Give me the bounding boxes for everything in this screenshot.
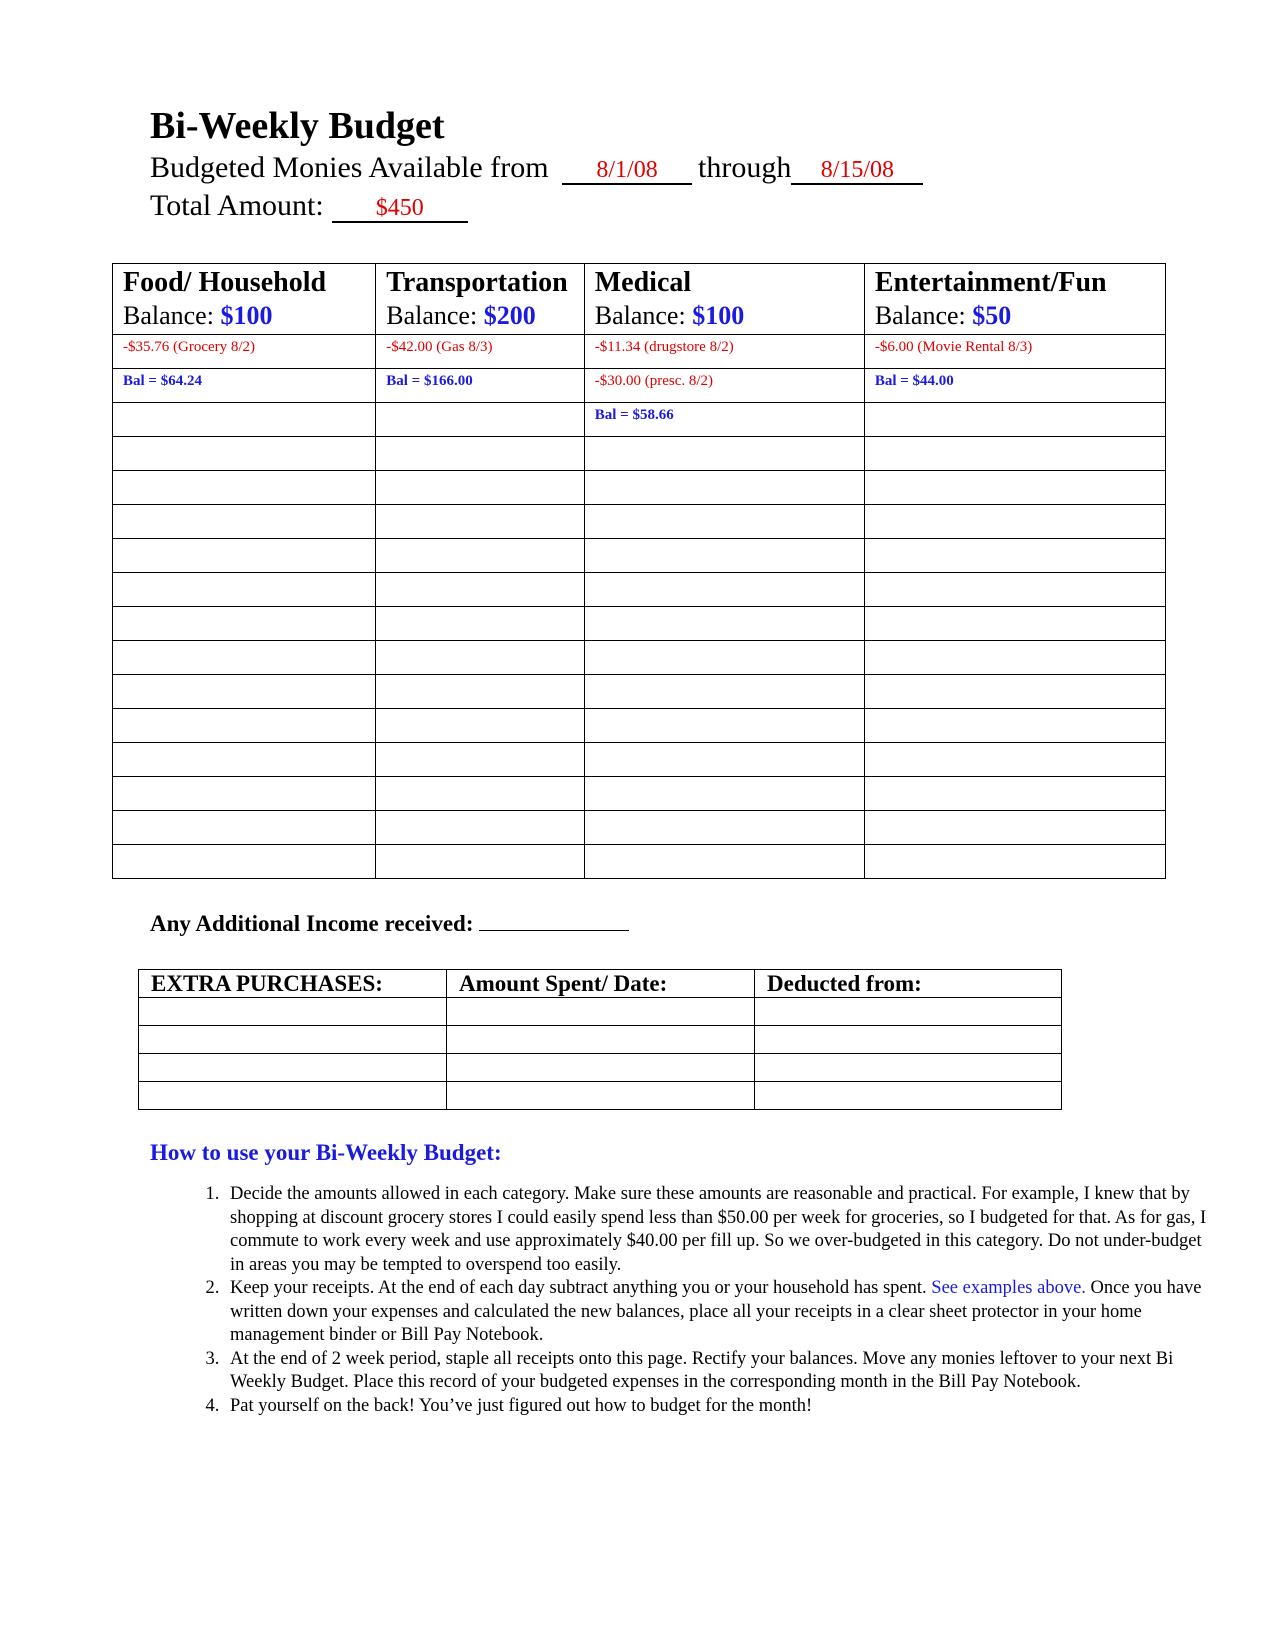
budget-entry-cell[interactable] xyxy=(113,505,376,539)
through-label: through xyxy=(698,151,792,184)
budget-entry-row xyxy=(113,607,1166,641)
howto-step: 3. At the end of 2 week period, staple all receipts onto this page. Rectify your balances. Move any monies leftover to your next Bi Weekly Budget. Place this record of your budgeted expenses in the corresponding month in the Bill Pay Notebook. xyxy=(224,1348,1214,1395)
category-header-cell xyxy=(376,264,584,335)
category-balance-amount: $200 xyxy=(483,301,536,330)
extra-purchases-cell[interactable] xyxy=(139,1082,447,1110)
extra-purchases-cell[interactable] xyxy=(447,1054,755,1082)
expense-entry: -$6.00 (Movie Rental 8/3) xyxy=(874,339,1033,355)
budget-entry-cell[interactable] xyxy=(113,641,376,675)
budget-entry-cell[interactable] xyxy=(376,675,584,709)
budget-entry-row xyxy=(113,675,1166,709)
budget-entry-cell[interactable] xyxy=(113,811,376,845)
total-label: Total Amount: xyxy=(150,189,324,222)
budget-entry-cell[interactable] xyxy=(376,811,584,845)
budget-entry-cell[interactable] xyxy=(864,811,1165,845)
budget-entry-cell[interactable] xyxy=(113,437,376,471)
budget-entry-cell[interactable] xyxy=(584,573,864,607)
category-header-cell xyxy=(113,264,376,335)
budget-entry-cell[interactable] xyxy=(376,641,584,675)
budget-entry-cell[interactable] xyxy=(864,403,1165,437)
see-examples-link[interactable]: See examples above. xyxy=(931,1278,1086,1298)
budget-entry-cell[interactable] xyxy=(584,709,864,743)
budget-entry-row xyxy=(113,641,1166,675)
budget-entry-cell[interactable] xyxy=(864,743,1165,777)
howto-step: 2. Keep your receipts. At the end of each day subtract anything you or your household has spent. See examples above. Once you have written down your expenses and calculated the new balances, place all your receipts in a clear sheet protector in your home management binder or Bill Pay Notebook. xyxy=(224,1277,1214,1348)
budget-entry-row xyxy=(113,437,1166,471)
category-balance: Balance: $100 xyxy=(594,301,745,330)
extra-purchases-cell[interactable] xyxy=(755,998,1062,1026)
budget-entry-cell[interactable] xyxy=(376,743,584,777)
budget-entry-cell[interactable] xyxy=(584,743,864,777)
budget-entry-cell[interactable] xyxy=(376,607,584,641)
howto-steps-list xyxy=(150,1183,1214,1418)
budget-entry-cell[interactable] xyxy=(113,743,376,777)
budget-entry-cell[interactable] xyxy=(113,777,376,811)
budget-entry-cell[interactable] xyxy=(584,675,864,709)
total-amount-line xyxy=(150,188,468,224)
budget-entry-cell[interactable] xyxy=(864,573,1165,607)
budget-entry-cell[interactable] xyxy=(864,539,1165,573)
running-balance: Bal = $166.00 xyxy=(386,373,473,389)
budget-entry-cell[interactable] xyxy=(113,335,376,369)
extra-purchases-header-cell: EXTRA PURCHASES: xyxy=(139,970,447,998)
category-name: Food/ Household xyxy=(123,267,327,298)
category-balance-amount: $100 xyxy=(692,301,745,330)
extra-purchases-cell[interactable] xyxy=(755,1026,1062,1054)
period-from-field[interactable] xyxy=(562,155,692,185)
budget-entry-row xyxy=(113,471,1166,505)
budget-entry-cell[interactable] xyxy=(584,641,864,675)
running-balance: Bal = $58.66 xyxy=(594,407,674,423)
budget-entry-cell[interactable] xyxy=(864,675,1165,709)
extra-purchases-cell[interactable] xyxy=(139,1054,447,1082)
budget-entry-cell[interactable] xyxy=(376,403,584,437)
budget-entry-cell[interactable] xyxy=(584,811,864,845)
extra-purchases-cell[interactable] xyxy=(755,1082,1062,1110)
budget-entry-cell[interactable] xyxy=(376,369,584,403)
expense-entry: -$11.34 (drugstore 8/2) xyxy=(594,339,734,355)
budget-entry-row xyxy=(113,539,1166,573)
budget-entry-cell[interactable] xyxy=(376,709,584,743)
budget-entry-cell[interactable] xyxy=(376,845,584,879)
budget-entry-cell[interactable] xyxy=(113,573,376,607)
budget-entry-row xyxy=(113,505,1166,539)
category-balance: Balance: $200 xyxy=(386,301,536,330)
budget-entry-cell[interactable] xyxy=(113,709,376,743)
budget-entry-cell[interactable] xyxy=(376,335,584,369)
extra-purchases-cell[interactable] xyxy=(139,1026,447,1054)
extra-purchases-header-cell: Amount Spent/ Date: xyxy=(447,970,755,998)
budget-entry-cell[interactable] xyxy=(864,777,1165,811)
extra-purchases-header-cell: Deducted from: xyxy=(755,970,1062,998)
period-through-field[interactable] xyxy=(791,155,923,185)
budget-entry-cell[interactable] xyxy=(864,369,1165,403)
budget-entry-cell[interactable] xyxy=(113,471,376,505)
extra-purchases-cell[interactable] xyxy=(447,998,755,1026)
budget-entry-cell[interactable] xyxy=(113,845,376,879)
extra-purchases-cell[interactable] xyxy=(139,998,447,1026)
budget-entry-cell[interactable] xyxy=(113,369,376,403)
budget-entry-cell[interactable] xyxy=(376,471,584,505)
period-through-value: 8/15/08 xyxy=(820,157,895,183)
budget-entry-cell[interactable] xyxy=(864,335,1165,369)
category-name: Medical xyxy=(594,267,692,298)
budget-entry-cell[interactable] xyxy=(113,403,376,437)
category-name: Transportation xyxy=(386,267,568,298)
budget-entry-cell[interactable] xyxy=(864,505,1165,539)
budget-entry-row xyxy=(113,403,1166,437)
budget-entry-row xyxy=(113,811,1166,845)
additional-income-field[interactable] xyxy=(479,910,629,931)
budget-entry-cell[interactable] xyxy=(584,777,864,811)
expense-entry: -$35.76 (Grocery 8/2) xyxy=(123,339,256,355)
extra-purchases-cell[interactable] xyxy=(755,1054,1062,1082)
budget-entry-cell[interactable] xyxy=(376,437,584,471)
page-title: Bi-Weekly Budget xyxy=(150,105,445,147)
extra-purchases-row xyxy=(139,1026,1062,1054)
running-balance: Bal = $64.24 xyxy=(123,373,202,389)
expense-entry: -$42.00 (Gas 8/3) xyxy=(386,339,493,355)
budget-entry-cell[interactable] xyxy=(584,437,864,471)
budget-entry-cell[interactable] xyxy=(864,845,1165,879)
category-header-cell xyxy=(584,264,864,335)
budget-entry-row xyxy=(113,573,1166,607)
budget-entry-cell[interactable] xyxy=(864,471,1165,505)
budget-entry-cell[interactable] xyxy=(584,471,864,505)
budget-entry-cell[interactable] xyxy=(113,539,376,573)
budget-entry-cell[interactable] xyxy=(584,505,864,539)
budget-entry-row xyxy=(113,709,1166,743)
budget-header-row xyxy=(113,264,1166,335)
budget-entry-row xyxy=(113,743,1166,777)
category-balance-amount: $100 xyxy=(220,301,273,330)
budget-entry-cell[interactable] xyxy=(584,607,864,641)
expense-entry: -$30.00 (presc. 8/2) xyxy=(594,373,714,389)
category-name: Entertainment/Fun xyxy=(874,267,1107,298)
extra-purchases-table xyxy=(138,969,1062,1110)
category-balance-amount: $50 xyxy=(972,301,1012,330)
extra-purchases-cell[interactable] xyxy=(447,1082,755,1110)
budget-entry-cell[interactable] xyxy=(376,573,584,607)
extra-purchases-row xyxy=(139,1082,1062,1110)
budget-entry-cell[interactable] xyxy=(584,539,864,573)
budget-entry-cell[interactable] xyxy=(376,777,584,811)
extra-purchases-cell[interactable] xyxy=(447,1026,755,1054)
howto-heading: How to use your Bi-Weekly Budget: xyxy=(150,1140,502,1165)
extra-purchases-row xyxy=(139,998,1062,1026)
budget-entry-row xyxy=(113,845,1166,879)
budget-entry-cell[interactable] xyxy=(113,675,376,709)
budget-entry-cell[interactable] xyxy=(113,607,376,641)
total-amount-value: $450 xyxy=(375,195,424,221)
additional-income-line xyxy=(150,910,629,937)
budget-entry-cell[interactable] xyxy=(864,607,1165,641)
additional-income-label: Any Additional Income received: xyxy=(150,911,474,936)
budget-period-line xyxy=(150,150,923,186)
extra-purchases-row xyxy=(139,1054,1062,1082)
budget-entry-cell[interactable] xyxy=(584,403,864,437)
category-balance: Balance: $50 xyxy=(874,301,1012,330)
budget-entry-cell[interactable] xyxy=(864,437,1165,471)
howto-step: 4. Pat yourself on the back! You’ve just figured out how to budget for the month! xyxy=(224,1395,1214,1419)
category-balance: Balance: $100 xyxy=(123,301,273,330)
period-prefix: Budgeted Monies Available from xyxy=(150,151,549,184)
budget-entry-row xyxy=(113,777,1166,811)
budget-entry-cell[interactable] xyxy=(584,369,864,403)
budget-entry-cell[interactable] xyxy=(864,641,1165,675)
budget-table xyxy=(112,263,1166,879)
budget-entry-row xyxy=(113,369,1166,403)
budget-entry-cell[interactable] xyxy=(376,539,584,573)
extra-purchases-header-row xyxy=(139,970,1062,998)
total-amount-field[interactable] xyxy=(332,193,468,223)
budget-entry-cell[interactable] xyxy=(376,505,584,539)
budget-entry-cell[interactable] xyxy=(584,335,864,369)
period-from-value: 8/1/08 xyxy=(596,157,658,183)
budget-entry-cell[interactable] xyxy=(864,709,1165,743)
howto-step: 1. Decide the amounts allowed in each category. Make sure these amounts are reasonable and practical. For example, I knew that by shopping at discount grocery stores I could easily spend less than $50.00 per week for groceries, so I budgeted for that. As for gas, I commute to work every week and use approximately $40.00 per fill up. So we over-budgeted in this category. Do not under-budget in areas you may be tempted to overspend too easily. xyxy=(224,1183,1214,1277)
running-balance: Bal = $44.00 xyxy=(874,373,954,389)
budget-entry-row xyxy=(113,335,1166,369)
budget-entry-cell[interactable] xyxy=(584,845,864,879)
category-header-cell xyxy=(864,264,1165,335)
